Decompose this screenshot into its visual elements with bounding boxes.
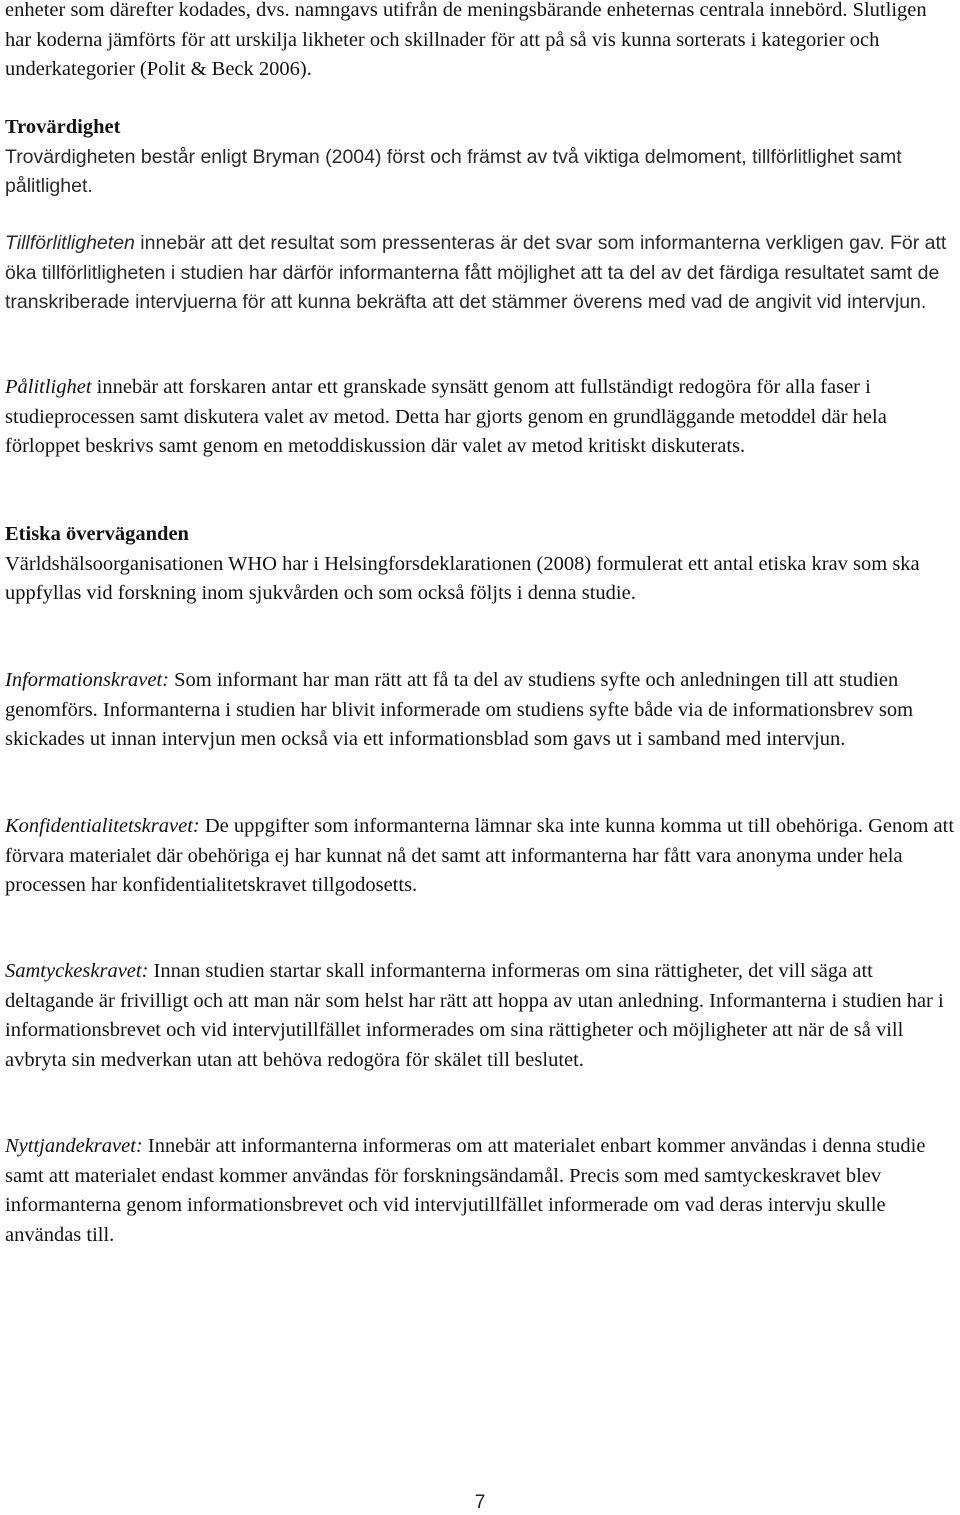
intro-text: enheter som därefter kodades, dvs. namngavs utifrån de meningsbärande enheternas centrala innebörd. Slutligen har koderna jämförts för att urskilja likheter och skillnader för att på så vis kunna sorterats i kategorier och underkategorier (Polit & Beck 2006). bbox=[5, 0, 927, 80]
nyttjandekravet-text: Innebär att informanterna informeras om att materialet enbart kommer användas i denna studie samt att materialet endast kommer användas för forskningsändamål. Precis som med samtyckeskravet blev informanterna genom informationsbrevet och vid intervjutillfället informerade om vad deras intervju skulle användas till. bbox=[5, 1135, 926, 1246]
tillforlitlighet-text: innebär att det resultat som pressenteras är det svar som informanterna verkligen gav. För att öka tillförlitligheten i studien har därför informanterna fått möjlighet att ta del av det färdiga resultatet samt de transkriberade intervjuerna för att kunna bekräfta att det stämmer överens med vad de angivit vid intervjun. bbox=[5, 232, 947, 313]
konfidentialitetskravet-text: De uppgifter som informanterna lämnar ska inte kunna komma ut till obehöriga. Genom att förvara materialet där obehöriga ej har kunnat nå det samt att informanterna har fått vara anonyma under hela processen har konfidentialitetskravet tillgodosetts. bbox=[5, 815, 955, 896]
trovardighet-text: Trovärdigheten består enligt Bryman (2004) först och främst av två viktiga delmoment, tillförlitlighet samt pålitlighet. bbox=[5, 145, 902, 197]
informationskravet-text: Som informant har man rätt att få ta del av studiens syfte och anledningen till att studien genomförs. Informanterna i studien har blivit informerade om studiens syfte både via de informationsbrev som skickades ut innan intervjun men också via ett informationsblad som gavs ut i samband med intervjun. bbox=[5, 669, 914, 750]
paragraph-palitlighet bbox=[5, 373, 955, 462]
paragraph-tillforlitlighet bbox=[5, 229, 955, 318]
paragraph-samtyckeskravet bbox=[5, 957, 955, 1075]
term-nyttjandekravet: Nyttjandekravet: bbox=[5, 1135, 143, 1157]
etiska-text: Världshälsoorganisationen WHO har i Helsingforsdeklarationen (2008) formulerat ett antal etiska krav som ska uppfyllas vid forskning inom sjukvården och som också följts i denna studie. bbox=[5, 552, 920, 604]
term-samtyckeskravet: Samtyckeskravet: bbox=[5, 960, 149, 982]
section-trovardighet bbox=[5, 113, 955, 202]
palitlighet-text: innebär att forskaren antar ett granskade synsätt genom att fullständigt redogöra för alla faser i studieprocessen samt diskutera valet av metod. Detta har gjorts genom en grundläggande metoddel där hela förloppet beskrivs samt genom en metoddiskussion där valet av metod kritiskt diskuterats. bbox=[5, 376, 887, 457]
term-informationskravet: Informationskravet: bbox=[5, 669, 169, 691]
heading-etiska-overvaganden: Etiska överväganden bbox=[5, 523, 189, 545]
term-konfidentialitetskravet: Konfidentialitetskravet: bbox=[5, 815, 200, 837]
samtyckeskravet-text: Innan studien startar skall informanterna informeras om sina rättigheter, det vill säga att deltagande är frivilligt och att man när som helst har rätt att hoppa av utan anledning. Informanterna i studien har i informationsbrevet och vid intervjutillfället informerades om sina rättigheter och möjligheter att när de så vill avbryta sin medverkan utan att behöva redogöra för skälet till beslutet. bbox=[5, 960, 944, 1071]
term-palitlighet: Pålitlighet bbox=[5, 376, 92, 398]
page-number: 7 bbox=[474, 1492, 486, 1513]
paragraph-konfidentialitetskravet bbox=[5, 812, 955, 901]
section-etiska-overvaganden bbox=[5, 520, 955, 609]
heading-trovardighet: Trovärdighet bbox=[5, 116, 121, 138]
term-tillforlitligheten: Tillförlitligheten bbox=[5, 232, 135, 254]
intro-paragraph bbox=[5, 0, 955, 85]
paragraph-informationskravet bbox=[5, 666, 955, 755]
paragraph-nyttjandekravet bbox=[5, 1132, 955, 1250]
